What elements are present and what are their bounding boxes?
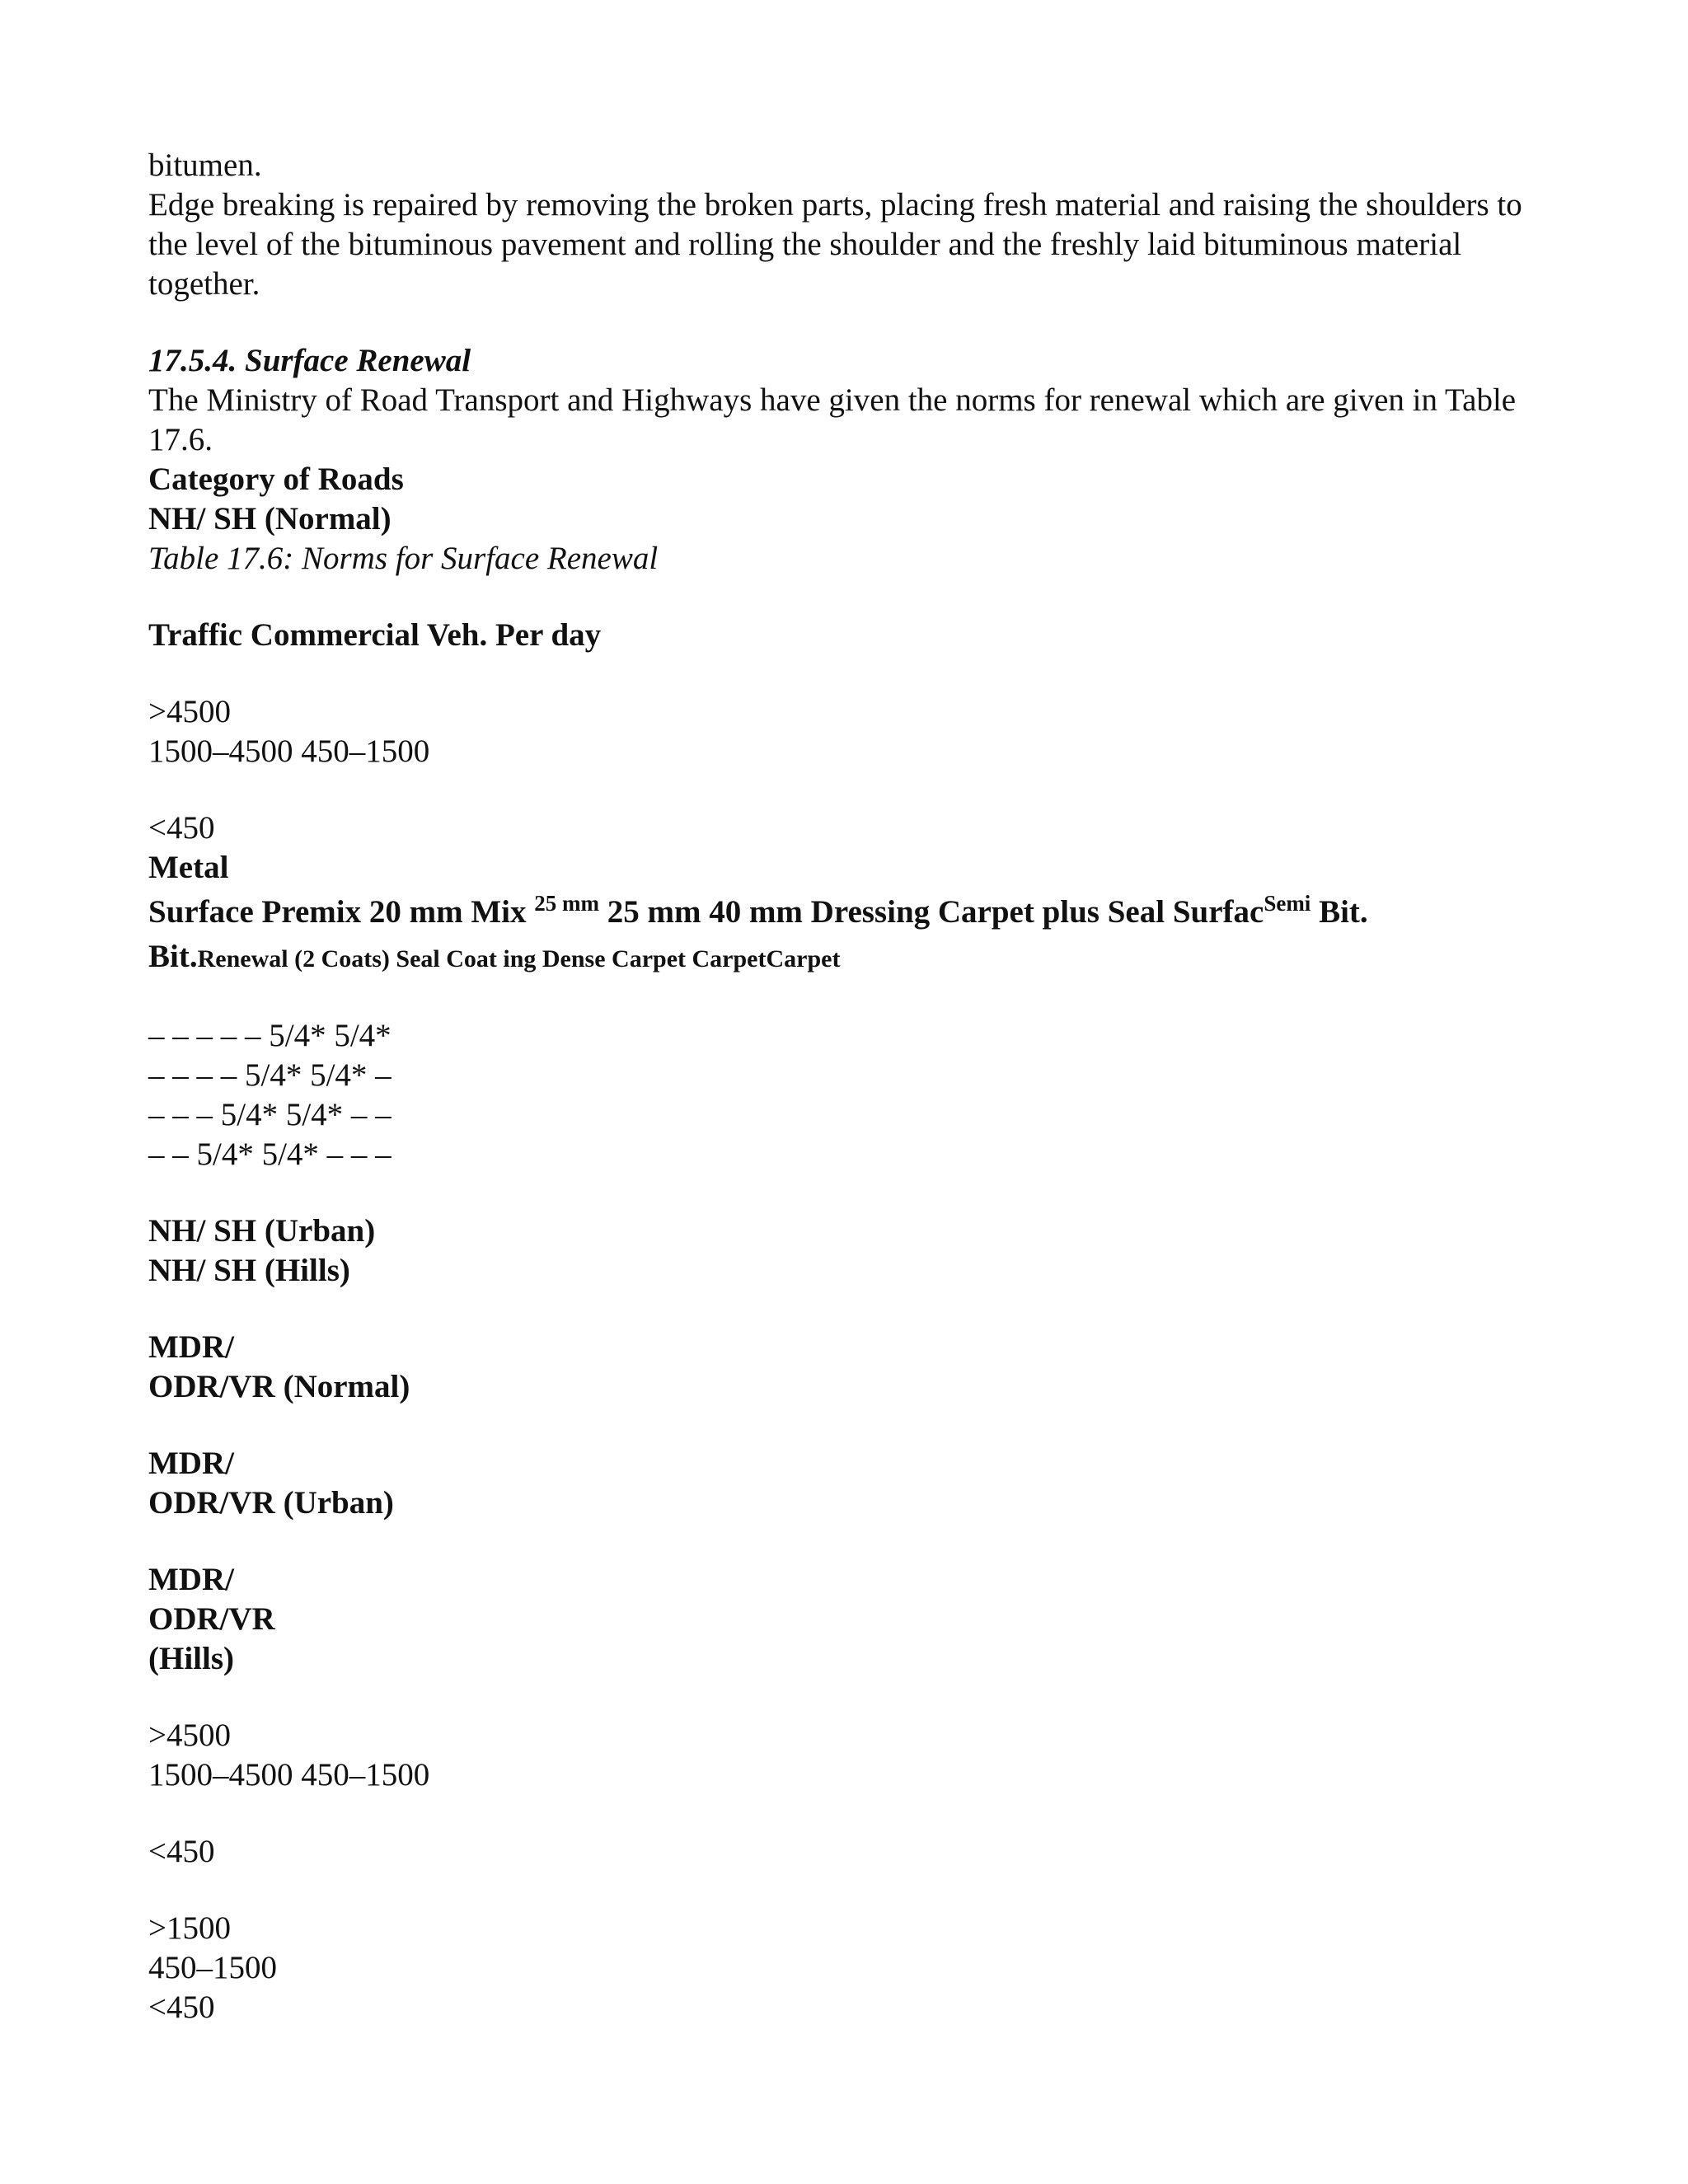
traffic-value: >1500 bbox=[148, 1910, 231, 1946]
header-text: Bit. bbox=[148, 939, 198, 974]
traffic-header: Traffic Commercial Veh. Per day bbox=[148, 617, 602, 653]
metal-label: Metal bbox=[148, 850, 229, 885]
traffic-value: <450 bbox=[148, 1990, 215, 2025]
header-text: 25 mm 40 mm Dressing Carpet plus Seal Surfac bbox=[607, 894, 1264, 930]
document-page bbox=[148, 146, 1550, 2027]
category-mdr-hills: (Hills) bbox=[148, 1641, 234, 1676]
header-superscript: 25 mm bbox=[534, 891, 599, 916]
traffic-value: 1500–4500 450–1500 bbox=[148, 1757, 430, 1793]
table-value-row: – – – 5/4* 5/4* – – bbox=[148, 1097, 392, 1132]
traffic-value: <450 bbox=[148, 1834, 215, 1869]
table-header-row-1 bbox=[148, 888, 1550, 937]
category-nh-sh-normal: NH/ SH (Normal) bbox=[148, 501, 392, 537]
table-value-row: – – 5/4* 5/4* – – – bbox=[148, 1137, 392, 1172]
traffic-value: 1500–4500 450–1500 bbox=[148, 733, 430, 769]
traffic-value: >4500 bbox=[148, 1718, 231, 1753]
category-mdr-normal: MDR/ bbox=[148, 1329, 234, 1365]
traffic-value: 450–1500 bbox=[148, 1950, 277, 1985]
header-text: Surface Premix 20 mm Mix bbox=[148, 894, 527, 930]
intro-fragment: bitumen. bbox=[148, 148, 262, 183]
table-value-row: – – – – 5/4* 5/4* – bbox=[148, 1057, 392, 1093]
category-mdr-hills: ODR/VR bbox=[148, 1601, 275, 1637]
category-mdr-urban: ODR/VR (Urban) bbox=[148, 1485, 394, 1521]
category-nh-sh-urban: NH/ SH (Urban) bbox=[148, 1213, 376, 1249]
edge-breaking-paragraph: Edge breaking is repaired by removing the broken parts, placing fresh material and raising the shoulders to the level of the bituminous pavement and rolling the shoulder and the freshly laid bituminous material together. bbox=[148, 187, 1522, 302]
table-caption: Table 17.6: Norms for Surface Renewal bbox=[148, 541, 659, 576]
traffic-value: <450 bbox=[148, 810, 215, 846]
category-nh-sh-hills: NH/ SH (Hills) bbox=[148, 1253, 350, 1288]
category-mdr-urban: MDR/ bbox=[148, 1446, 234, 1481]
category-mdr-normal: ODR/VR (Normal) bbox=[148, 1369, 410, 1404]
category-label: Category of Roads bbox=[148, 462, 404, 497]
header-text: Renewal (2 Coats) Seal Coat ing Dense Carpet CarpetCarpet bbox=[197, 945, 841, 972]
traffic-value: >4500 bbox=[148, 694, 231, 729]
table-value-row: – – – – – 5/4* 5/4* bbox=[148, 1018, 392, 1053]
header-superscript: Semi bbox=[1264, 891, 1311, 916]
header-text: Bit. bbox=[1319, 894, 1368, 930]
category-mdr-hills: MDR/ bbox=[148, 1562, 234, 1597]
table-header-row-2 bbox=[148, 937, 1550, 979]
surface-renewal-paragraph: The Ministry of Road Transport and Highways have given the norms for renewal which are given in Table 17.6. bbox=[148, 382, 1517, 457]
section-heading: 17.5.4. Surface Renewal bbox=[148, 343, 471, 378]
